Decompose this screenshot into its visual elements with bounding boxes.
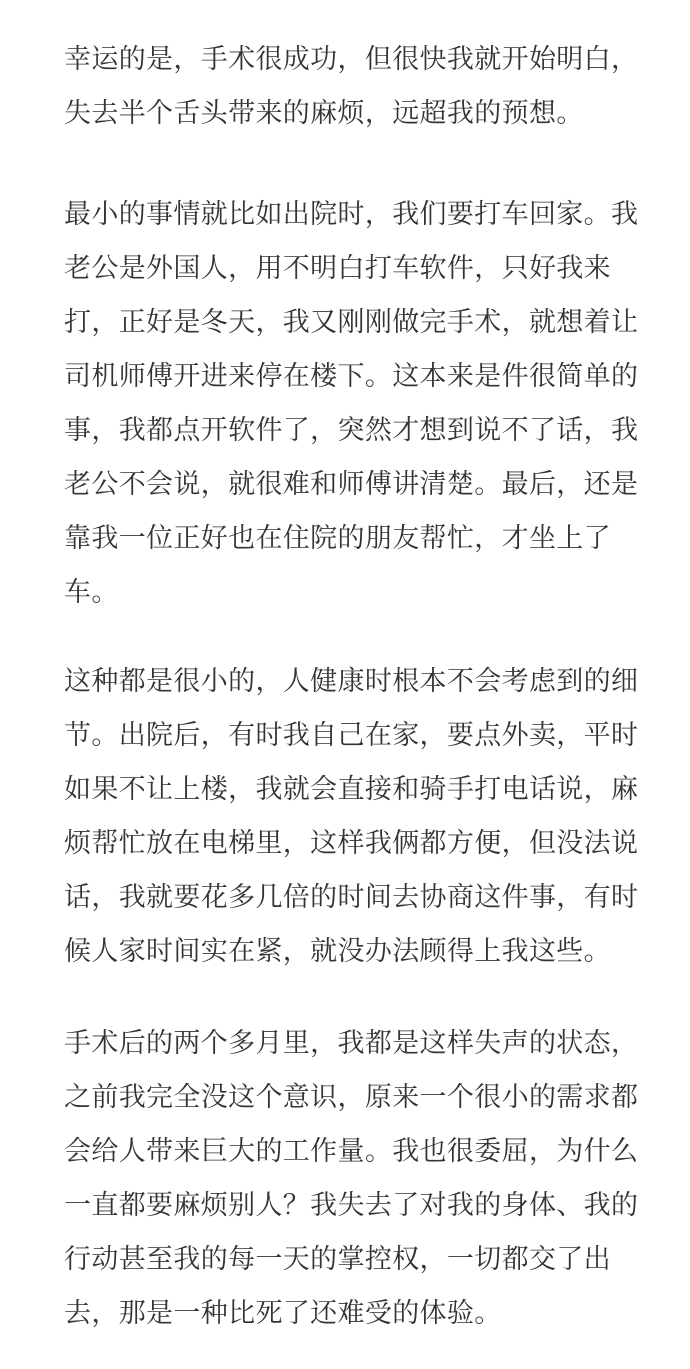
text-line: 话，我就要花多几倍的时间去协商这件事，有时 xyxy=(64,882,639,913)
text-line: 如果不让上楼，我就会直接和骑手打电话说，麻 xyxy=(64,774,639,805)
text-line: 事，我都点开软件了，突然才想到说不了话，我 xyxy=(64,415,639,446)
text-line: 这种都是很小的，人健康时根本不会考虑到的细 xyxy=(64,666,639,697)
text-line: 幸运的是，手术很成功，但很快我就开始明白， xyxy=(64,44,639,75)
text-line: 候人家时间实在紧，就没办法顾得上我这些。 xyxy=(64,936,611,967)
text-line: 靠我一位正好也在住院的朋友帮忙，才坐上了 xyxy=(64,523,611,554)
text-line: 老公不会说，就很难和师傅讲清楚。最后，还是 xyxy=(64,469,639,500)
text-line: 手术后的两个多月里，我都是这样失声的状态， xyxy=(64,1028,639,1059)
paragraph-2 xyxy=(64,188,638,620)
paragraph-3 xyxy=(64,655,638,979)
text-line: 老公是外国人，用不明白打车软件，只好我来 xyxy=(64,253,611,284)
text-line: 打，正好是冬天，我又刚刚做完手术，就想着让 xyxy=(64,307,639,338)
text-line: 会给人带来巨大的工作量。我也很委屈，为什么 xyxy=(64,1136,639,1167)
text-line: 去，那是一种比死了还难受的体验。 xyxy=(64,1298,502,1329)
text-line: 司机师傅开进来停在楼下。这本来是件很简单的 xyxy=(64,361,639,392)
paragraph-1 xyxy=(64,33,638,141)
text-line: 一直都要麻烦别人？我失去了对我的身体、我的 xyxy=(64,1190,639,1221)
text-line: 行动甚至我的每一天的掌控权，一切都交了出 xyxy=(64,1244,611,1275)
text-line: 之前我完全没这个意识，原来一个很小的需求都 xyxy=(64,1082,639,1113)
text-line: 失去半个舌头带来的麻烦，远超我的预想。 xyxy=(64,98,584,129)
text-line: 车。 xyxy=(64,577,119,608)
text-line: 节。出院后，有时我自己在家，要点外卖，平时 xyxy=(64,720,639,751)
paragraph-4 xyxy=(64,1017,638,1341)
text-line: 烦帮忙放在电梯里，这样我俩都方便，但没法说 xyxy=(64,828,639,859)
text-line: 最小的事情就比如出院时，我们要打车回家。我 xyxy=(64,199,639,230)
